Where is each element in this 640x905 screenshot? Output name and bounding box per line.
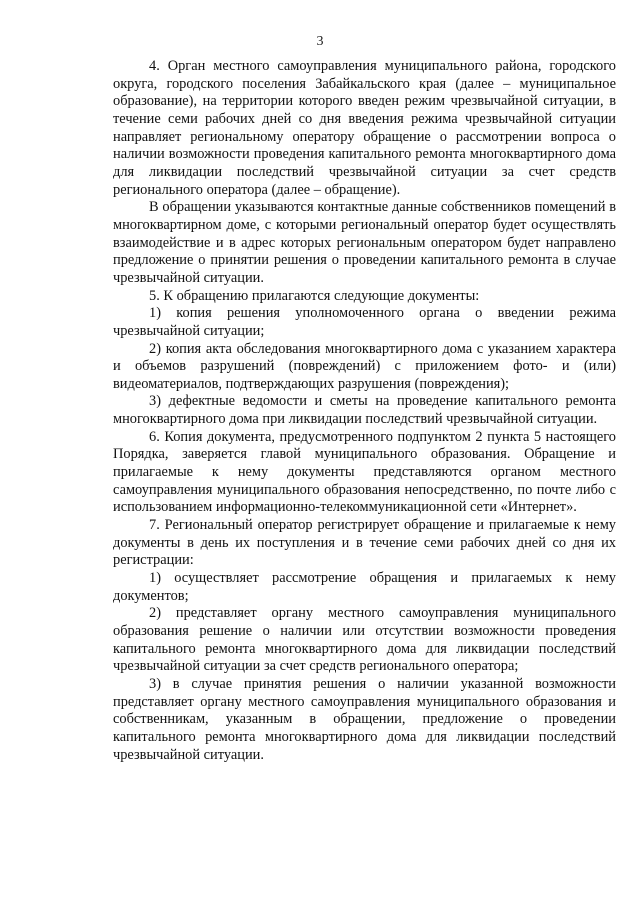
paragraph-5-item-2: 2) копия акта обследования многоквартирного дома с указанием характера и объемов разрушений (повреждений) с приложением фото- и (или) видеоматериалов, подтверждающих разрушения (повреждения); [113,340,616,392]
document-body [113,58,616,764]
paragraph-5: 5. К обращению прилагаются следующие документы: [149,287,480,304]
paragraph-7-item-2: 2) представляет органу местного самоуправления муниципального образования решение о наличии или отсутствии возможности проведения капитального ремонта многоквартирного дома для ликвидации последствий чрезвычайной ситуации за счет средств регионального оператора; [113,605,616,675]
paragraph-7: 7. Региональный оператор регистрирует обращение и прилагаемые к нему документы в день их поступления и в течение семи рабочих дней со дня их регистрации: [113,517,616,569]
paragraph-5-item-3: 3) дефектные ведомости и сметы на проведение капитального ремонта многоквартирного дома при ликвидации последствий чрезвычайной ситуации. [113,393,616,428]
page-number: 3 [316,34,324,49]
paragraph-4-contacts: В обращении указываются контактные данные собственников помещений в многоквартирном доме, с которыми региональный оператор будет осуществлять взаимодействие и в адрес которых региональным оператором будет направлено предложение о принятии решения о проведении капитального ремонта в случае чрезвычайной ситуации. [113,199,616,286]
paragraph-4: 4. Орган местного самоуправления муниципального района, городского округа, городского поселения Забайкальского края (далее – муниципальное образование), на территории которого введен режим чрезвычайной ситуации, в течение семи рабочих дней со дня введения режима чрезвычайной ситуации направляет региональному оператору обращение о рассмотрении вопроса о наличии возможности проведения капитального ремонта многоквартирного дома для ликвидации последствий чрезвычайной ситуации за счет средств регионального оператора (далее – обращение). [113,58,616,198]
paragraph-7-item-1: 1) осуществляет рассмотрение обращения и прилагаемых к нему документов; [113,570,616,604]
paragraph-5-item-1: 1) копия решения уполномоченного органа о введении режима чрезвычайной ситуации; [113,305,616,339]
paragraph-7-item-3: 3) в случае принятия решения о наличии указанной возможности представляет органу местного самоуправления муниципального образования и собственникам, указанным в обращении, предложение о проведении капитального ремонта многоквартирного дома для ликвидации последствий чрезвычайной ситуации. [113,675,616,763]
paragraph-6: 6. Копия документа, предусмотренного подпунктом 2 пункта 5 настоящего Порядка, заверяется главой муниципального образования. Обращение и прилагаемые к нему документы представляются органом местного самоуправления муниципального образования непосредственно, по почте либо с использованием информационно-телекоммуникационной сети «Интернет». [113,428,616,516]
